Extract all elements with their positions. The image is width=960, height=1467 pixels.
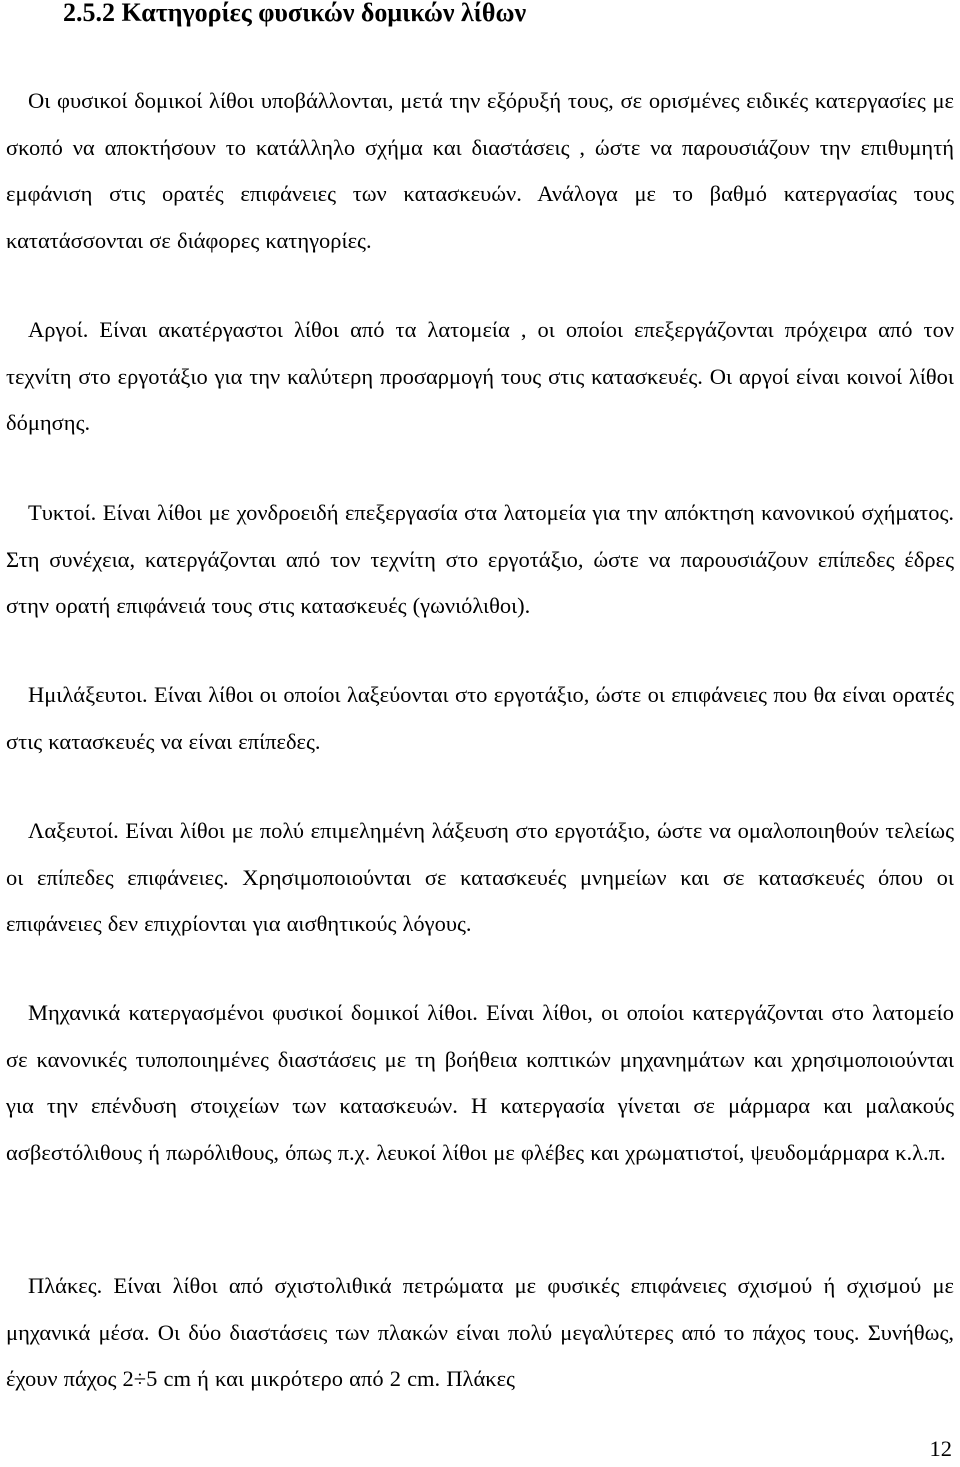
intro-paragraph [6,78,954,264]
paragraph-text: Οι φυσικοί δομικοί λίθοι υποβάλλονται, μετά την εξόρυξή τους, σε ορισμένες ειδικές κατεργασίες με σκοπό να αποκτήσουν το κατάλληλο σχήμα και διαστάσεις , ώστε να παρουσιάζουν την επιθυμητή εμφάνιση στις ορατές επιφάνειες των κατασκευών. Ανάλογα με το βαθμό κατεργασίας τους κατατάσσονται σε διάφορες κατηγορίες. [6,88,954,253]
section-heading: 2.5.2 Κατηγορίες φυσικών δομικών λίθων [63,0,527,27]
paragraph-text: Είναι λίθοι οι οποίοι λαξεύονται στο εργοτάξιο, ώστε οι επιφάνειες που θα είναι ορατές στις κατασκευές να είναι επίπεδες. [6,682,955,754]
paragraph-term: Πλάκες. [28,1273,103,1298]
paragraph-plakes [6,1263,954,1403]
paragraph-term: Τυκτοί. [28,500,97,525]
paragraph-text: Είναι ακατέργαστοι λίθοι από τα λατομεία , οι οποίοι επεξεργάζονται πρόχειρα από τον τεχνίτη στο εργοτάξιο για την καλύτερη προσαρμογή τους στις κατασκευές. Οι αργοί είναι κοινοί λίθοι δόμησης. [6,317,955,435]
paragraph-term: Μηχανικά κατεργασμένοι φυσικοί δομικοί λίθοι. [28,1000,478,1025]
paragraph-mechanika [6,990,954,1176]
paragraph-text: Είναι λίθοι με πολύ επιμελημένη λάξευση στο εργοτάξιο, ώστε να ομαλοποιηθούν τελείως οι επίπεδες επιφάνειες. Χρησιμοποιούνται σε κατασκευές μνημείων και σε κατασκευές όπου οι επιφάνειες δεν επιχρίονται για αισθητικούς λόγους. [6,818,954,936]
paragraph-term: Αργοί. [28,317,89,342]
paragraph-imilaxeutoi [6,672,954,765]
paragraph-tyktoi [6,490,954,630]
paragraph-term: Λαξευτοί. [28,818,119,843]
paragraph-laxeutoi [6,808,954,948]
paragraph-text: Είναι λίθοι, οι οποίοι κατεργάζονται στο λατομείο σε κανονικές τυποποιημένες διαστάσεις με τη βοήθεια κοπτικών μηχανημάτων και χρησιμοποιούνται για την επένδυση στοιχείων των κατασκευών. Η κατεργασία γίνεται σε μάρμαρα και μαλακούς ασβεστόλιθους ή πωρόλιθους, όπως π.χ. λευκοί λίθοι με φλέβες και χρωματιστοί, ψευδομάρμαρα κ.λ.π. [6,1000,954,1165]
paragraph-text: Είναι λίθοι από σχιστολιθικά πετρώματα με φυσικές επιφάνειες σχισμού ή σχισμού με μηχανικά μέσα. Οι δύο διαστάσεις των πλακών είναι πολύ μεγαλύτερες από το πάχος τους. Συνήθως, έχουν πάχος 2÷5 cm ή και μικρότερο από 2 cm. Πλάκες [6,1273,955,1391]
paragraph-term: Ημιλάξευτοι. [28,682,148,707]
paragraph-argoi [6,307,954,447]
paragraph-text: Είναι λίθοι με χονδροειδή επεξεργασία στα λατομεία για την απόκτηση κανονικού σχήματος. Στη συνέχεια, κατεργάζονται από τον τεχνίτη στο εργοτάξιο, ώστε να παρουσιάζουν επίπεδες έδρες στην ορατή επιφάνειά τους στις κατασκευές (γωνιόλιθοι). [6,500,955,618]
page-number: 12 [929,1436,952,1461]
